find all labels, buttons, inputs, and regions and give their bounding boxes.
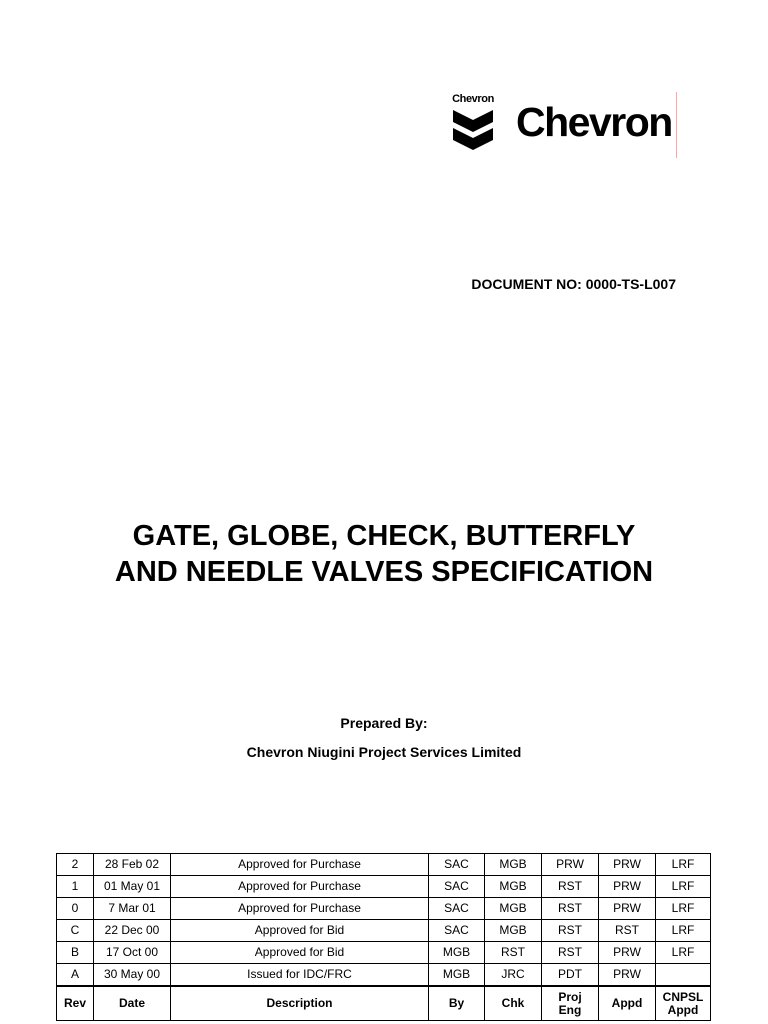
cell-by: SAC xyxy=(429,920,485,942)
cell-cnpsl-appd: LRF xyxy=(656,854,711,876)
header-proj-eng xyxy=(542,986,599,1021)
cell-cnpsl-appd: LRF xyxy=(656,942,711,964)
revision-table xyxy=(56,853,711,1021)
cell-chk: MGB xyxy=(485,898,542,920)
cell-appd: PRW xyxy=(599,942,656,964)
cell-date: 28 Feb 02 xyxy=(94,854,171,876)
cell-chk: MGB xyxy=(485,854,542,876)
cell-proj-eng: RST xyxy=(542,942,599,964)
cell-appd: PRW xyxy=(599,854,656,876)
revision-table-header xyxy=(57,986,711,1021)
prepared-by-organization: Chevron Niugini Project Services Limited xyxy=(246,744,522,760)
table-row xyxy=(57,898,711,920)
header-rev: Rev xyxy=(57,986,94,1021)
cell-chk: RST xyxy=(485,942,542,964)
cell-proj-eng: PDT xyxy=(542,964,599,987)
cell-rev: A xyxy=(57,964,94,987)
cell-description: Approved for Purchase xyxy=(171,898,429,920)
cell-cnpsl-appd: LRF xyxy=(656,920,711,942)
cell-cnpsl-appd: LRF xyxy=(656,898,711,920)
table-row xyxy=(57,920,711,942)
cell-description: Issued for IDC/FRC xyxy=(171,964,429,987)
header-by: By xyxy=(429,986,485,1021)
table-row xyxy=(57,876,711,898)
chevron-logo xyxy=(448,92,680,158)
cell-rev: 0 xyxy=(57,898,94,920)
header-cnpsl-appd xyxy=(656,986,711,1021)
header-date: Date xyxy=(94,986,171,1021)
cell-appd: PRW xyxy=(599,898,656,920)
cell-appd: PRW xyxy=(599,876,656,898)
cell-by: SAC xyxy=(429,898,485,920)
cell-by: SAC xyxy=(429,854,485,876)
cell-cnpsl-appd: LRF xyxy=(656,876,711,898)
header-chk: Chk xyxy=(485,986,542,1021)
cell-description: Approved for Purchase xyxy=(171,876,429,898)
cell-appd: PRW xyxy=(599,964,656,987)
cell-description: Approved for Purchase xyxy=(171,854,429,876)
revision-table-body xyxy=(57,854,711,987)
cell-proj-eng: PRW xyxy=(542,854,599,876)
header-proj-eng-label: Proj Eng xyxy=(558,989,582,1017)
document-number: DOCUMENT NO: 0000-TS-L007 xyxy=(471,276,676,292)
cell-proj-eng: RST xyxy=(542,920,599,942)
cell-chk: JRC xyxy=(485,964,542,987)
emblem-wordmark: Chevron xyxy=(452,93,494,105)
cell-by: MGB xyxy=(429,964,485,987)
document-title xyxy=(0,518,768,590)
cell-date: 22 Dec 00 xyxy=(94,920,171,942)
cell-description: Approved for Bid xyxy=(171,942,429,964)
cell-proj-eng: RST xyxy=(542,876,599,898)
header-cnpsl-appd-label: CNPSL Appd xyxy=(662,989,704,1017)
cell-by: MGB xyxy=(429,942,485,964)
title-line-2: AND NEEDLE VALVES SPECIFICATION xyxy=(114,556,654,588)
cell-date: 01 May 01 xyxy=(94,876,171,898)
cell-rev: 2 xyxy=(57,854,94,876)
cell-date: 17 Oct 00 xyxy=(94,942,171,964)
table-row xyxy=(57,964,711,987)
table-row xyxy=(57,942,711,964)
cell-by: SAC xyxy=(429,876,485,898)
prepared-by-label: Prepared By: xyxy=(340,715,428,731)
cell-date: 7 Mar 01 xyxy=(94,898,171,920)
chevron-emblem-icon xyxy=(448,92,498,152)
logo-divider xyxy=(676,92,677,158)
chevron-stripes-icon xyxy=(451,106,495,150)
logo-wordmark: Chevron xyxy=(516,99,672,145)
cell-description: Approved for Bid xyxy=(171,920,429,942)
cell-rev: C xyxy=(57,920,94,942)
cell-rev: B xyxy=(57,942,94,964)
title-line-1: GATE, GLOBE, CHECK, BUTTERFLY xyxy=(132,520,636,552)
cell-date: 30 May 00 xyxy=(94,964,171,987)
cell-cnpsl-appd xyxy=(656,964,711,987)
cell-rev: 1 xyxy=(57,876,94,898)
table-row xyxy=(57,854,711,876)
cell-proj-eng: RST xyxy=(542,898,599,920)
cell-appd: RST xyxy=(599,920,656,942)
cell-chk: MGB xyxy=(485,876,542,898)
header-appd: Appd xyxy=(599,986,656,1021)
header-description: Description xyxy=(171,986,429,1021)
cell-chk: MGB xyxy=(485,920,542,942)
